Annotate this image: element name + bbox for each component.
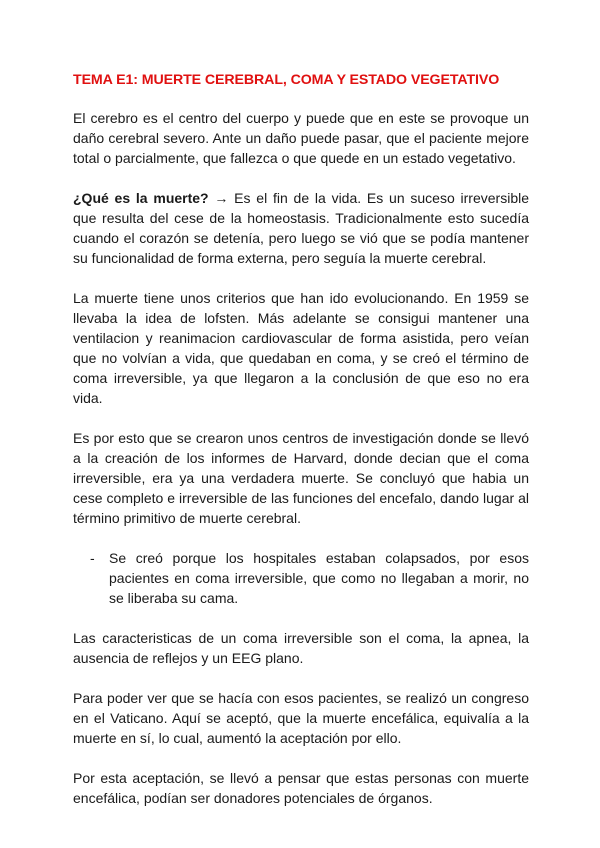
paragraph-harvard: Es por esto que se crearon unos centros de investigación donde se llevó a la creación de los informes de Harvard, donde decian que el coma irreversible, era ya una verdadera muerte. Se concluyó que habia un cese completo e irreversible de las funciones del encefalo, dando lugar al término primitivo de muerte cerebral. xyxy=(73,430,529,526)
document-title: TEMA E1: MUERTE CEREBRAL, COMA Y ESTADO VEGETATIVO xyxy=(73,72,500,88)
paragraph-criteria: La muerte tiene unos criterios que han ido evolucionando. En 1959 se llevaba la idea de lofsten. Más adelante se consigui mantener una ventilacion y reanimacion cardiovascular de forma asistida, pero veían que no volvían a vida, que quedaban en coma, y se creó el término de coma irreversible, ya que llegaron a la conclusión de que eso no era vida. xyxy=(73,290,529,406)
paragraph-donors: Por esta aceptación, se llevó a pensar que estas personas con muerte encefálica, podían ser donadores potenciales de órganos. xyxy=(73,770,529,806)
paragraph-characteristics: Las caracteristicas de un coma irreversible son el coma, la apnea, la ausencia de reflejos y un EEG plano. xyxy=(73,630,529,666)
bullet-list xyxy=(73,548,529,608)
list-item xyxy=(73,548,529,608)
paragraph-intro: El cerebro es el centro del cuerpo y puede que en este se provoque un daño cerebral severo. Ante un daño puede pasar, que el paciente mejore total o parcialmente, que fallezca o que quede en un estado vegetativo. xyxy=(73,110,529,166)
dash-bullet-icon: - xyxy=(90,550,95,566)
paragraph-vatican: Para poder ver que se hacía con esos pacientes, se realizó un congreso en el Vaticano. Aquí se aceptó, que la muerte encefálica, equivalía a la muerte en sí, lo cual, aumentó la aceptación por ello. xyxy=(73,690,529,746)
paragraph-what-is-death xyxy=(73,188,529,268)
list-item-text: Se creó porque los hospitales estaban colapsados, por esos pacientes en coma irreversible, que como no llegaban a morir, no se liberaba su cama. xyxy=(109,550,529,606)
document-page xyxy=(73,70,529,828)
paragraph-lead-question: ¿Qué es la muerte? xyxy=(73,190,209,206)
paragraph-body: → Es el fin de la vida. Es un suceso irreversible que resulta del cese de la homeostasis. Tradicionalmente esto sucedía cuando el corazón se detenía, pero luego se vió que se podía mantener su funcionalidad de forma externa, pero seguía la muerte cerebral. xyxy=(73,190,529,266)
